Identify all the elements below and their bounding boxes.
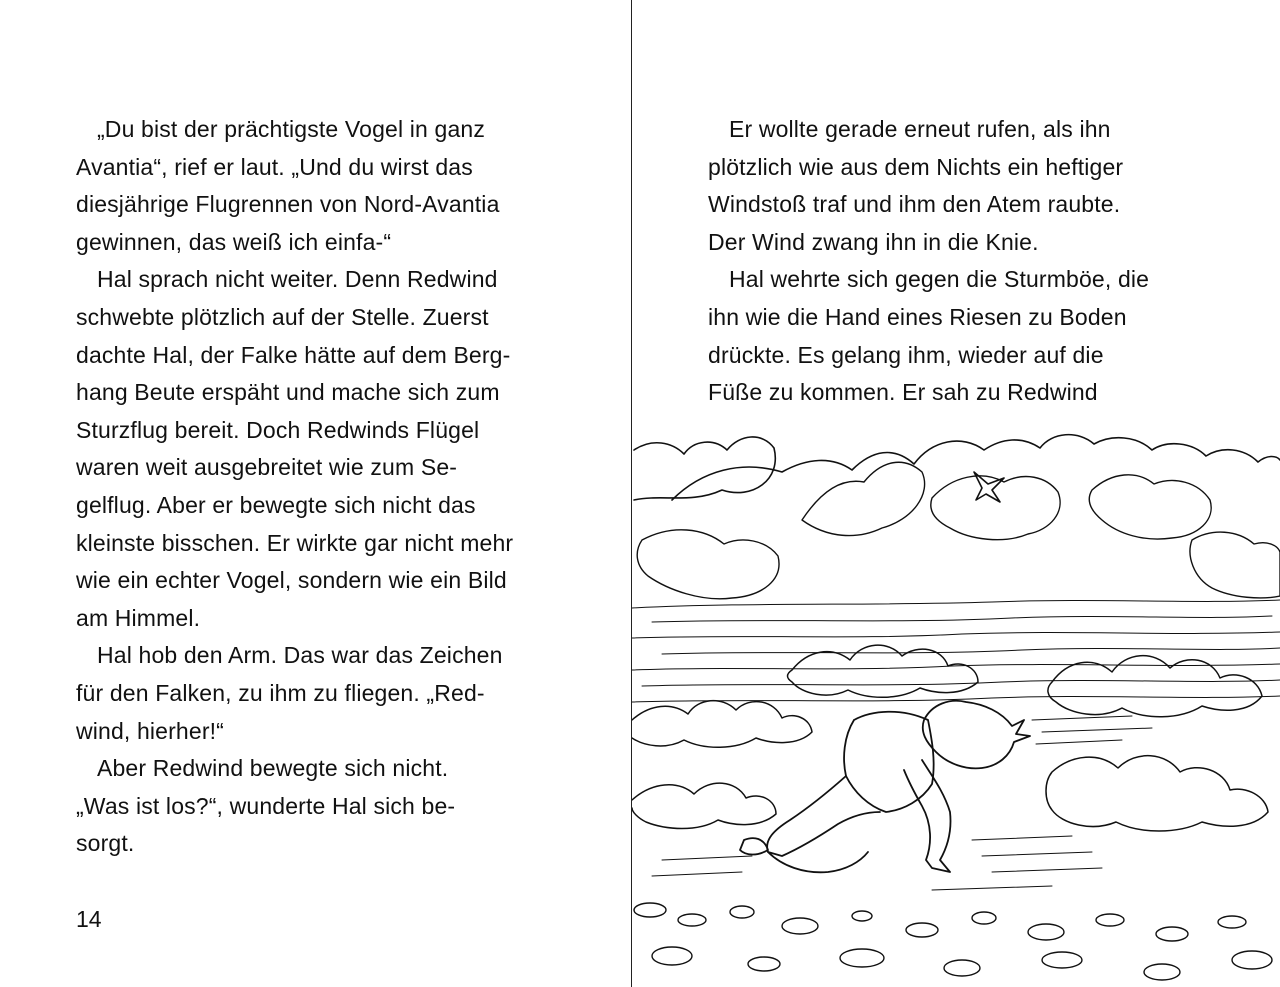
text-line: Füße zu kommen. Er sah zu Redwind	[708, 379, 1098, 406]
text-line: gelflug. Aber er bewegte sich nicht das	[76, 491, 476, 518]
dust-cloud-lower-right	[1046, 756, 1268, 831]
text-line: wie ein echter Vogel, sondern wie ein Bild	[76, 567, 507, 594]
text-line: schwebte plötzlich auf der Stelle. Zuerst	[76, 303, 489, 330]
text-line: „Was ist los?“, wunderte Hal sich be-	[76, 792, 456, 819]
dust-cloud-left	[632, 701, 812, 748]
text-line: „Du bist der prächtigste Vogel in ganz	[97, 116, 485, 142]
text-line: Hal hob den Arm. Das war das Zeichen	[97, 642, 503, 669]
text-line: Hal sprach nicht weiter. Denn Redwind	[97, 266, 498, 293]
text-line: gewinnen, das weiß ich einfa-“	[76, 228, 392, 255]
man-arm	[904, 760, 951, 872]
text-line: am Himmel.	[76, 604, 201, 631]
plain-hatching	[632, 600, 1280, 702]
right-book-page	[632, 0, 1280, 987]
text-line: diesjährige Flugrennen von Nord-Avantia	[76, 191, 500, 218]
wind-streaks	[652, 716, 1152, 890]
text-line: dachte Hal, der Falke hätte auf dem Berg-	[76, 341, 511, 368]
cloud-bank-left	[634, 437, 775, 500]
mountain-ridge	[672, 435, 1280, 500]
man-torso	[844, 712, 934, 812]
page-number: 14	[76, 906, 102, 932]
text-line: Der Wind zwang ihn in die Knie.	[708, 228, 1039, 255]
man-head-hair	[923, 701, 1030, 769]
text-line: Sturzflug bereit. Doch Redwinds Flügel	[76, 416, 480, 443]
text-line: Aber Redwind bewegte sich nicht.	[97, 755, 449, 782]
cliff-lower-right	[1190, 532, 1280, 598]
right-page-text	[708, 111, 1149, 412]
kneeling-man	[740, 701, 1030, 873]
text-line: Windstoß traf und ihm den Atem raubte.	[708, 191, 1121, 218]
text-line: für den Falken, zu ihm zu fliegen. „Red-	[76, 679, 485, 706]
rock-right	[1089, 475, 1211, 539]
text-line: hang Beute erspäht und mache sich zum	[76, 379, 500, 406]
ground-rocks	[634, 903, 1272, 980]
left-book-page	[0, 0, 632, 987]
text-line: plötzlich wie aus dem Nichts ein heftiger	[708, 153, 1124, 180]
man-foot	[740, 838, 768, 854]
text-line: wind, hierher!“	[76, 717, 224, 744]
text-line: ihn wie die Hand eines Riesen zu Boden	[708, 303, 1127, 330]
peak-shape	[802, 462, 925, 535]
cliff-lower-left	[637, 530, 779, 599]
text-line: sorgt.	[76, 830, 135, 857]
text-line: Hal wehrte sich gegen die Sturmböe, die	[729, 266, 1150, 293]
text-line: drückte. Es gelang ihm, wieder auf die	[708, 341, 1104, 368]
text-line: waren weit ausgebreitet wie zum Se-	[76, 454, 458, 481]
storm-illustration	[632, 420, 1280, 987]
text-line: Avantia“, rief er laut. „Und du wirst das	[76, 153, 473, 180]
left-page-text	[76, 111, 513, 863]
text-line: Er wollte gerade erneut rufen, als ihn	[729, 116, 1111, 142]
man-leg	[767, 776, 880, 856]
text-line: kleinste bisschen. Er wirkte gar nicht mehr	[76, 529, 514, 556]
dust-cloud-lower-left	[632, 783, 776, 828]
